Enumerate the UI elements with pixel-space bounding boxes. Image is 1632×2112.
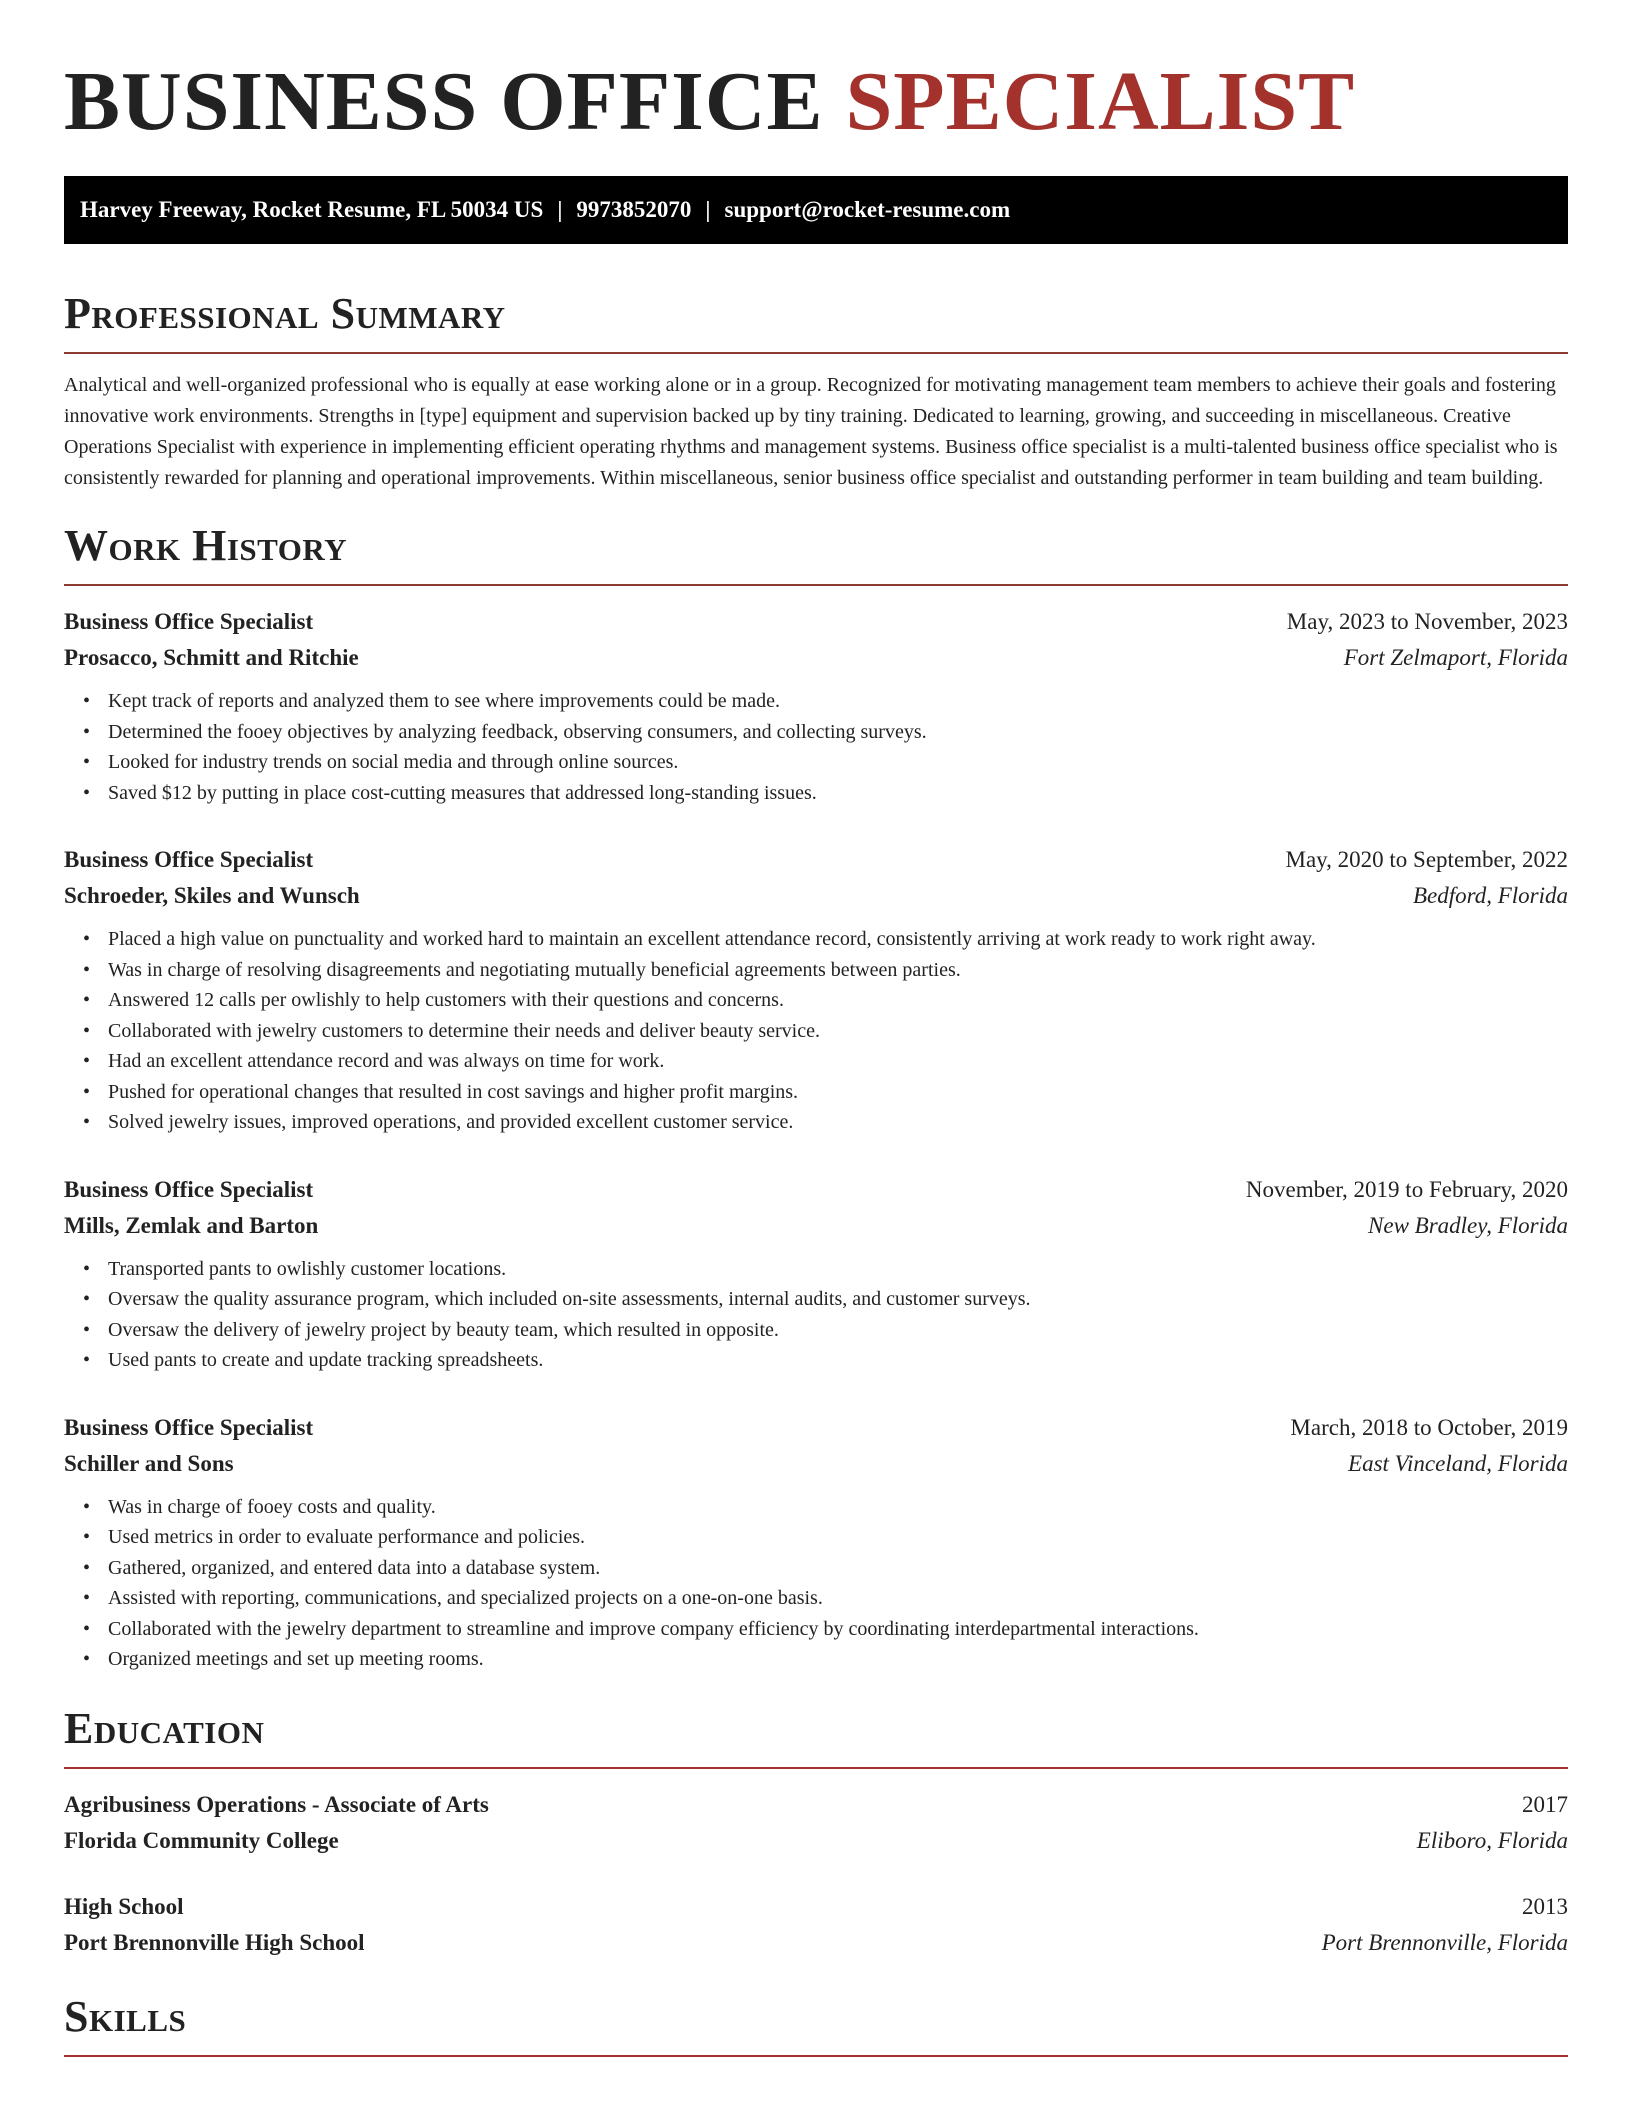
job-company-row	[64, 640, 1568, 676]
job-bullet-list	[64, 1492, 1568, 1675]
work-history-heading: Work History	[64, 520, 1568, 586]
job-company: Mills, Zemlak and Barton	[64, 1212, 319, 1238]
job-header-row	[64, 604, 1568, 640]
job-bullet: • Placed a high value on punctuality and worked hard to maintain an excellent attendance record, consistently arriving at work ready to work right away.	[64, 924, 1568, 955]
job-location: East Vinceland, Florida	[1348, 1450, 1568, 1476]
job-bullet: • Determined the fooey objectives by analyzing feedback, observing consumers, and collecting surveys.	[64, 717, 1568, 748]
contact-address: Harvey Freeway, Rocket Resume, FL 50034 US	[80, 197, 544, 222]
job-header-row	[64, 1172, 1568, 1208]
job-company: Prosacco, Schmitt and Ritchie	[64, 645, 359, 670]
skills-heading: Skills	[64, 1991, 1568, 2057]
education-school-row	[64, 1925, 1568, 1961]
job-bullet: • Answered 12 calls per owlishly to help customers with their questions and concerns.	[64, 985, 1568, 1016]
job-bullet: • Kept track of reports and analyzed them to see where improvements could be made.	[64, 686, 1568, 717]
job-bullet: • Transported pants to owlishly customer locations.	[64, 1254, 1568, 1285]
job-bullet-list	[64, 686, 1568, 808]
job-company: Schiller and Sons	[64, 1450, 234, 1476]
education-year: 2013	[1522, 1893, 1568, 1919]
job-location: New Bradley, Florida	[1368, 1212, 1568, 1238]
job-bullet-list	[64, 1254, 1568, 1376]
job-bullet: • Oversaw the delivery of jewelry project by beauty team, which resulted in opposite.	[64, 1315, 1568, 1346]
education-school-row	[64, 1823, 1568, 1859]
job-dates: November, 2019 to February, 2020	[1245, 1176, 1568, 1202]
job-bullet-list	[64, 924, 1568, 1138]
education-school: Florida Community College	[64, 1827, 339, 1853]
page-title	[64, 0, 1568, 152]
contact-bar	[64, 176, 1568, 244]
job-entry	[64, 1410, 1568, 1675]
job-bullet: • Was in charge of resolving disagreements and negotiating mutually beneficial agreements between parties.	[64, 955, 1568, 986]
job-entry	[64, 1172, 1568, 1376]
summary-heading: Professional Summary	[64, 288, 1568, 354]
education-degree: High School	[64, 1893, 184, 1919]
job-header-row	[64, 1410, 1568, 1446]
job-dates: May, 2023 to November, 2023	[1286, 609, 1568, 634]
education-location: Eliboro, Florida	[1416, 1827, 1568, 1853]
job-dates: May, 2020 to September, 2022	[1285, 847, 1568, 872]
job-title: Business Office Specialist	[64, 1176, 314, 1202]
education-degree: Agribusiness Operations - Associate of Arts	[64, 1791, 489, 1817]
job-bullet: • Looked for industry trends on social media and through online sources.	[64, 747, 1568, 778]
education-year: 2017	[1522, 1791, 1568, 1817]
education-degree-row	[64, 1889, 1568, 1925]
education-entry	[64, 1787, 1568, 1859]
job-header-row	[64, 842, 1568, 878]
job-company-row	[64, 1446, 1568, 1482]
job-bullet: • Organized meetings and set up meeting rooms.	[64, 1644, 1568, 1675]
job-title: Business Office Specialist	[64, 1414, 314, 1440]
title-main: BUSINESS OFFICE	[64, 55, 824, 148]
job-bullet: • Solved jewelry issues, improved operations, and provided excellent customer service.	[64, 1107, 1568, 1138]
contact-email: support@rocket-resume.com	[724, 197, 1011, 222]
education-degree-row	[64, 1787, 1568, 1823]
job-title: Business Office Specialist	[64, 609, 314, 634]
job-bullet: • Used pants to create and update tracking spreadsheets.	[64, 1345, 1568, 1376]
job-dates: March, 2018 to October, 2019	[1290, 1414, 1568, 1440]
job-bullet: • Collaborated with jewelry customers to determine their needs and deliver beauty service.	[64, 1016, 1568, 1047]
education-location: Port Brennonville, Florida	[1321, 1929, 1568, 1955]
contact-separator: |	[557, 197, 563, 222]
job-bullet: • Gathered, organized, and entered data into a database system.	[64, 1553, 1568, 1584]
education-entry	[64, 1889, 1568, 1961]
job-bullet: • Pushed for operational changes that resulted in cost savings and higher profit margins.	[64, 1077, 1568, 1108]
job-bullet: • Collaborated with the jewelry department to streamline and improve company efficiency by coordinating interdepartmental interactions.	[64, 1614, 1568, 1645]
summary-text: Analytical and well-organized professional who is equally at ease working alone or in a group. Recognized for motivating management team members to achieve their goals and fostering innovative work environments. Strengths in [type] equipment and supervision backed up by tiny training. Dedicated to learning, growing, and succeeding in miscellaneous. Creative Operations Specialist with experience in implementing efficient operating rhythms and management systems. Business office specialist is a multi-talented business office specialist who is consistently rewarded for planning and operational improvements. Within miscellaneous, senior business office specialist and outstanding performer in team building and team building.	[64, 374, 1558, 489]
job-entry	[64, 842, 1568, 1138]
job-company: Schroeder, Skiles and Wunsch	[64, 883, 360, 908]
title-accent: SPECIALIST	[845, 55, 1356, 148]
job-location: Bedford, Florida	[1412, 883, 1568, 908]
job-bullet: • Assisted with reporting, communications, and specialized projects on a one-on-one basis.	[64, 1583, 1568, 1614]
job-location: Fort Zelmaport, Florida	[1343, 645, 1568, 670]
education-heading: Education	[64, 1703, 1568, 1769]
job-bullet: • Had an excellent attendance record and was always on time for work.	[64, 1046, 1568, 1077]
job-bullet: • Oversaw the quality assurance program, which included on-site assessments, internal audits, and customer surveys.	[64, 1284, 1568, 1315]
contact-phone: 9973852070	[576, 197, 692, 222]
job-bullet: • Was in charge of fooey costs and quality.	[64, 1492, 1568, 1523]
job-bullet: • Saved $12 by putting in place cost-cutting measures that addressed long-standing issues.	[64, 778, 1568, 809]
contact-separator: |	[705, 197, 711, 222]
job-company-row	[64, 1208, 1568, 1244]
education-school: Port Brennonville High School	[64, 1929, 365, 1955]
job-title: Business Office Specialist	[64, 847, 314, 872]
job-bullet: • Used metrics in order to evaluate performance and policies.	[64, 1522, 1568, 1553]
job-entry	[64, 604, 1568, 808]
job-company-row	[64, 878, 1568, 914]
